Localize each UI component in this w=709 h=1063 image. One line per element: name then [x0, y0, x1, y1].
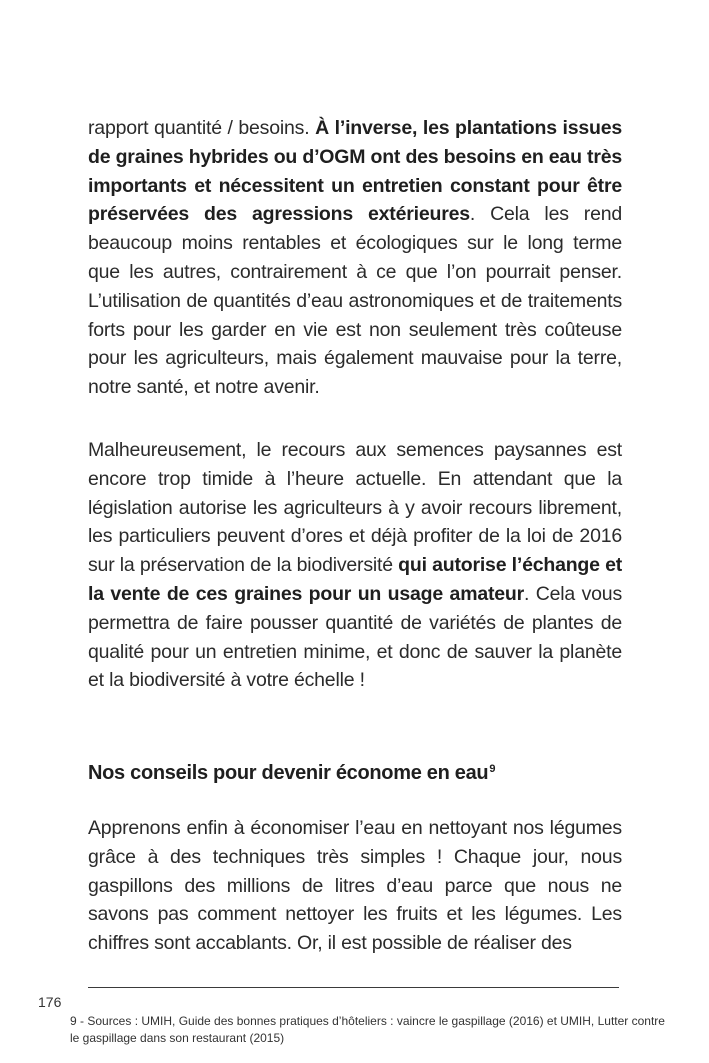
footnote: 9 - Sources : UMIH, Guide des bonnes pratiques d’hôteliers : vaincre le gaspillage (2016) et UMIH, Lutter contre le gaspillage dans son restaurant (2015) — [70, 1014, 665, 1045]
paragraph-text: Apprenons enfin à économiser l’eau en nettoyant nos légumes grâce à des techniques très simples ! Chaque jour, nous gaspillons des millions de litres d’eau parce que nous ne savons pas comment nettoyer les fruits et les légumes. Les chiffres sont accablants. Or, il est possible de réaliser des — [88, 817, 622, 955]
page-number: 176 — [38, 994, 62, 1010]
paragraph-economiser — [88, 814, 622, 958]
bold-text: qui autorise l’échange et la vente de ces graines pour un usage amateur — [88, 554, 623, 605]
heading-text: Nos conseils pour devenir économe en eau — [88, 762, 489, 784]
paragraph-text: Malheureusement, le recours aux semences paysannes est encore trop timide à l’heure actuelle. En attendant que la législation autorise les agriculteurs à y avoir recours librement, les particuliers peuvent d’ores et déjà profiter de la loi de 2016 sur la préservation de la biodiversité — [88, 439, 622, 577]
paragraph-text: . Cela vous permettra de faire pousser quantité de variétés de plantes de qualité pour un entretien minime, et donc de sauver la planète et la biodiversité à votre échelle ! — [88, 582, 622, 692]
footnote-reference: 9 — [489, 763, 496, 775]
paragraph-text: . Cela les rend beaucoup moins rentables et écologiques sur le long terme que les autres, contrairement à ce que l’on pourrait penser. L’utilisation de quantités d’eau astronomiques et de traitements forts pour les garder en vie est non seulement très coûteuse pour les agriculteurs, mais également mauvaise pour la terre, notre santé, et notre avenir. — [88, 203, 623, 399]
paragraph-semences — [88, 436, 622, 695]
footnote-divider — [88, 987, 619, 988]
bold-text: À l’inverse, les plantations issues de graines hybrides ou d’OGM ont des besoins en eau très importants et nécessitent un entretien constant pour être préservées des agressions extérieures — [88, 117, 623, 226]
section-heading — [88, 754, 622, 788]
paragraph-text: rapport quantité / besoins. — [88, 117, 316, 139]
paragraph-plantations — [88, 114, 622, 402]
